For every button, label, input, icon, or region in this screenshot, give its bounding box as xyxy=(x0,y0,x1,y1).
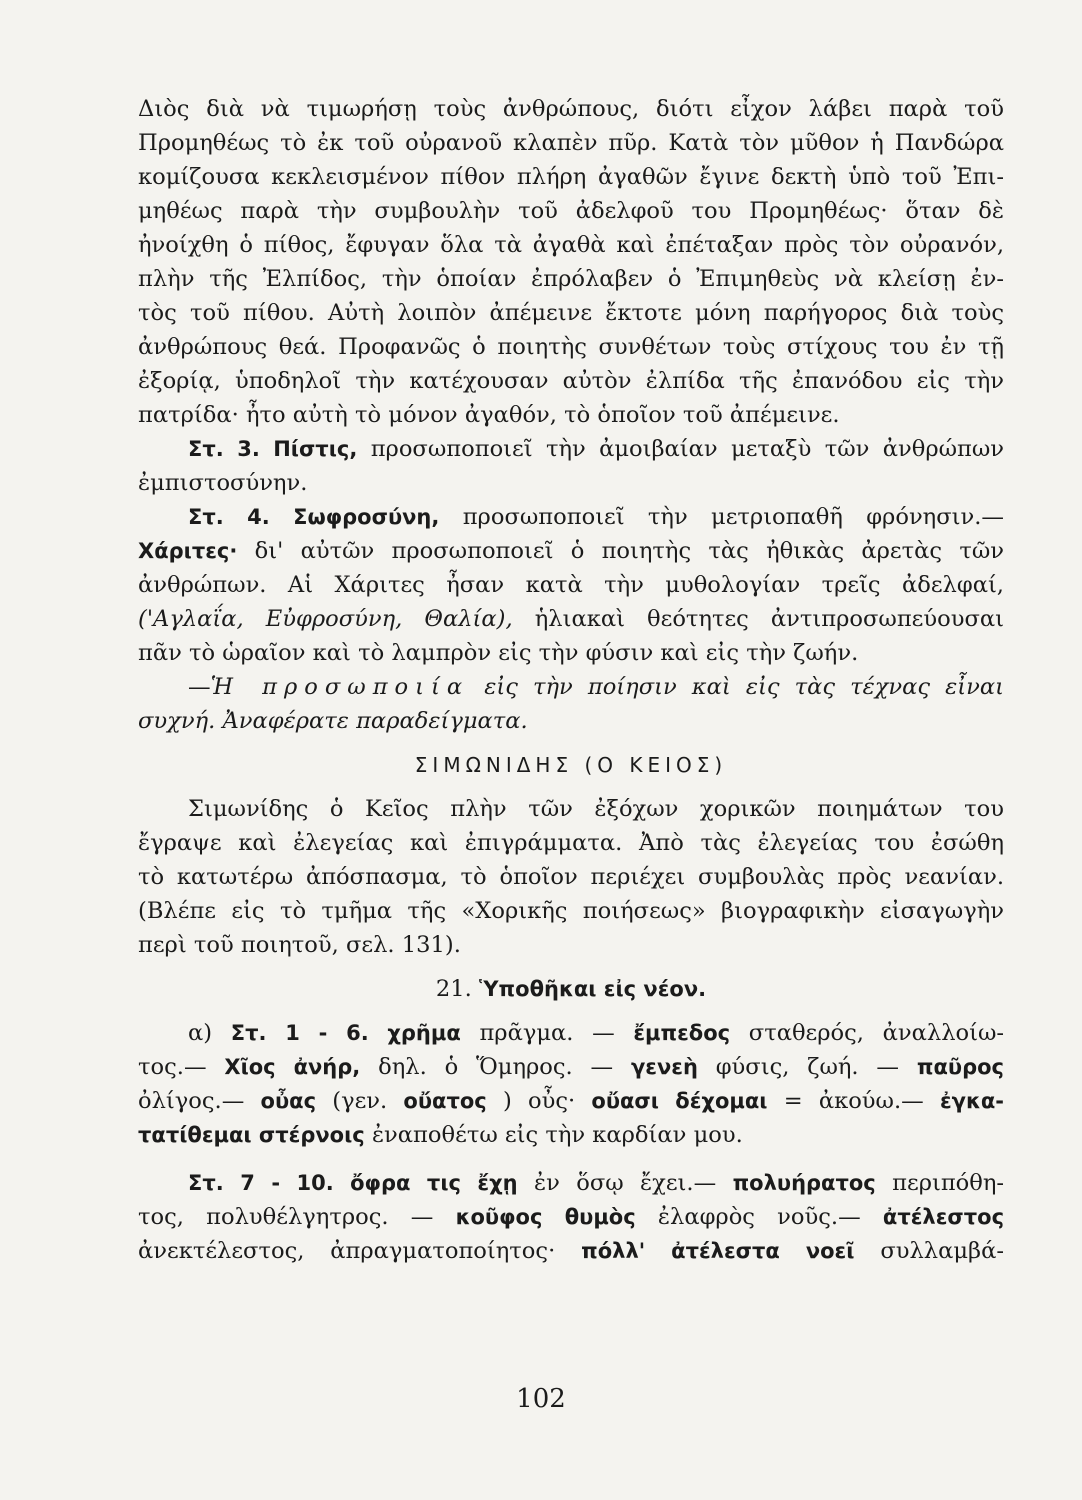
gloss-text: περιπόθη- xyxy=(892,1170,1005,1196)
note-term: Ἡ προσωποιία xyxy=(210,674,470,700)
text-line: Σιμωνίδης ὁ Κεῖος πλὴν τῶν ἐξόχων χορικῶν ποιημάτων του xyxy=(188,796,1004,822)
gloss-text: σταθερός, ἀναλλοίω- xyxy=(748,1020,1005,1046)
gloss-text: ἐλαφρὸς νοῦς.— xyxy=(657,1204,861,1230)
st3-line xyxy=(138,432,1004,466)
st4-text2: δι' αὐτῶν προσωποποιεῖ ὁ ποιητὴς τὰς ἠθικὰς ἀρετὰς τῶν xyxy=(254,538,1004,564)
page-text xyxy=(138,92,1004,1268)
a-line-2 xyxy=(138,1050,1004,1084)
gloss-text: τος, πολυθέλγητρος. — xyxy=(138,1204,434,1230)
gloss-term: οὔασι δέχομαι xyxy=(591,1089,768,1113)
gloss-term: πόλλ' ἀτέλεστα νοεῖ xyxy=(581,1239,855,1263)
text-line: ἀνθρώπων. Αἱ Χάριτες ἦσαν κατὰ τὴν μυθολογίαν τρεῖς ἀδελφαί, xyxy=(138,572,1004,598)
text-line: πλὴν τῆς Ἐλπίδος, τὴν ὁποίαν ἐπρόλαβεν ὁ Ἐπιμηθεὺς νὰ κλείσῃ ἐν- xyxy=(138,266,1004,292)
text-line: μηθέως παρὰ τὴν συμβουλὴν τοῦ ἀδελφοῦ του Προμηθέως· ὅταν δὲ xyxy=(138,198,1004,224)
gloss-term: Χῖος ἀνήρ, xyxy=(224,1055,361,1079)
a-line-1 xyxy=(138,1016,1004,1050)
b-line-3 xyxy=(138,1234,1004,1268)
poem-number: 21. xyxy=(435,976,472,1002)
gloss-term: ἔμπεδος xyxy=(633,1021,731,1045)
gloss-term: κοῦφος θυμὸς xyxy=(455,1205,636,1229)
st3-ref: Στ. 3. xyxy=(188,437,260,461)
text-line: πᾶν τὸ ὡραῖον καὶ τὸ λαμπρὸν εἰς τὴν φύσιν καὶ εἰς τὴν ζωήν. xyxy=(138,640,859,666)
charites-names: ('Αγλαΐα, Εὐφροσύνη, Θαλία), xyxy=(138,606,513,632)
text-line: κομίζουσα κεκλεισμένον πίθον πλήρη ἀγαθῶν ἔγινε δεκτὴ ὑπὸ τοῦ Ἐπι- xyxy=(138,164,1004,190)
text-line: (Βλέπε εἰς τὸ τμῆμα τῆς «Χορικῆς ποιήσεως» βιογραφικὴν εἰσαγωγὴν xyxy=(138,898,1004,924)
gloss-term: χρῆμα xyxy=(387,1021,461,1045)
note-text: εἰς τὴν ποίησιν καὶ εἰς τὰς τέχνας εἶναι xyxy=(484,674,1004,700)
gloss-term: οὖας xyxy=(260,1089,317,1113)
a-line-4 xyxy=(138,1118,1004,1152)
gloss-text: συλλαμβά- xyxy=(880,1238,1005,1264)
st4-term: Σωφροσύνη, xyxy=(293,505,440,529)
text-line: συχνή. Ἀναφέρατε παραδείγματα. xyxy=(138,708,528,734)
gloss-text: δηλ. ὁ Ὅμηρος. — xyxy=(378,1054,614,1080)
text-line: ἐμπιστοσύνην. xyxy=(138,470,308,496)
text-line: ἠνοίχθη ὁ πίθος, ἔφυγαν ὅλα τὰ ἀγαθὰ καὶ ἐπέταξαν πρὸς τὸν οὐρανόν, xyxy=(138,232,1004,258)
a-label: α) xyxy=(188,1020,213,1046)
gloss-term: τατίθεμαι στέρνοις xyxy=(138,1123,365,1147)
b-ref: Στ. 7 - 10. xyxy=(188,1171,334,1195)
gloss-term: γενεὴ xyxy=(630,1055,698,1079)
text-line: πατρίδα· ἦτο αὐτὴ τὸ μόνον ἀγαθόν, τὸ ὁποῖον τοῦ ἀπέμεινε. xyxy=(138,402,840,428)
gloss-term: ὄφρα τις ἔχῃ xyxy=(350,1171,518,1195)
st4-line-2 xyxy=(138,534,1004,568)
text-line: ἐξορίᾳ, ὑποδηλοῖ τὴν κατέχουσαν αὐτὸν ἐλπίδα τῆς ἐπανόδου εἰς τὴν xyxy=(138,368,1004,394)
gloss-text: ὀλίγος.— xyxy=(138,1088,245,1114)
gloss-text: ) οὖς· xyxy=(502,1088,576,1114)
gloss-text: ἀνεκτέλεστος, ἀπραγματοποίητος· xyxy=(138,1238,556,1264)
gloss-text: ἐν ὅσῳ ἔχει.— xyxy=(534,1170,717,1196)
st4-text: προσωποποιεῖ τὴν μετριοπαθῆ φρόνησιν.— xyxy=(462,504,1005,530)
b-line-2 xyxy=(138,1200,1004,1234)
text-line: Διὸς διὰ νὰ τιμωρήσῃ τοὺς ἀνθρώπους, διότι εἶχον λάβει παρὰ τοῦ xyxy=(138,96,1004,122)
poem-title xyxy=(138,972,1004,1006)
text-line: τὸς τοῦ πίθου. Αὐτὴ λοιπὸν ἀπέμεινε ἔκτοτε μόνη παρήγορος διὰ τοὺς xyxy=(138,300,1004,326)
a-ref: Στ. 1 - 6. xyxy=(230,1021,369,1045)
gloss-text: (γεν. xyxy=(332,1088,388,1114)
section-heading: ΣΙΜΩΝΙΔΗΣ (Ο ΚΕΙΟΣ) xyxy=(414,753,728,777)
st3-term: Πίστις, xyxy=(273,437,358,461)
text-line: περὶ τοῦ ποιητοῦ, σελ. 131). xyxy=(138,932,461,958)
st4-line-4 xyxy=(138,602,1004,636)
gloss-term: οὔατος xyxy=(403,1089,487,1113)
a-line-3 xyxy=(138,1084,1004,1118)
gloss-text: ἐναποθέτω εἰς τὴν καρδίαν μου. xyxy=(371,1122,743,1148)
st4-text4: ἡλιακαὶ θεότητες ἀντιπροσωπεύουσαι xyxy=(534,606,1005,632)
gloss-term: πολυήρατος xyxy=(732,1171,876,1195)
gloss-text: πρᾶγμα. — xyxy=(479,1020,615,1046)
page-number: 102 xyxy=(516,1384,566,1414)
st4-term2: Χάριτες· xyxy=(138,539,238,563)
text-line: Προμηθέως τὸ ἐκ τοῦ οὐρανοῦ κλαπὲν πῦρ. Κατὰ τὸν μῦθον ἡ Πανδώρα xyxy=(138,130,1004,156)
gloss-text: φύσις, ζωή. — xyxy=(715,1054,900,1080)
text-line: ἀνθρώπους θεά. Προφανῶς ὁ ποιητὴς συνθέτων τοὺς στίχους του ἐν τῇ xyxy=(138,334,1004,360)
b-line-1 xyxy=(138,1166,1004,1200)
note-line xyxy=(138,670,1004,704)
gloss-text: τος.— xyxy=(138,1054,207,1080)
st4-ref: Στ. 4. xyxy=(188,505,270,529)
text-line: τὸ κατωτέρω ἀπόσπασμα, τὸ ὁποῖον περιέχει συμβουλὰς πρὸς νεανίαν. xyxy=(138,864,1004,890)
gloss-term: ἀτέλεστος xyxy=(882,1205,1005,1229)
st3-text: προσωποποιεῖ τὴν ἀμοιβαίαν μεταξὺ τῶν ἀνθρώπων xyxy=(370,436,1005,462)
text-line: ἔγραψε καὶ ἐλεγείας καὶ ἐπιγράμματα. Ἀπὸ τὰς ἐλεγείας του ἐσώθη xyxy=(138,830,1004,856)
poem-title-text: Ὑποθῆκαι εἰς νέον. xyxy=(479,977,707,1001)
gloss-term: παῦρος xyxy=(916,1055,1004,1079)
gloss-term: ἐγκα- xyxy=(939,1089,1005,1113)
st4-line xyxy=(138,500,1004,534)
note-dash: — xyxy=(188,674,211,700)
gloss-text: = ἀκούω.— xyxy=(783,1088,924,1114)
